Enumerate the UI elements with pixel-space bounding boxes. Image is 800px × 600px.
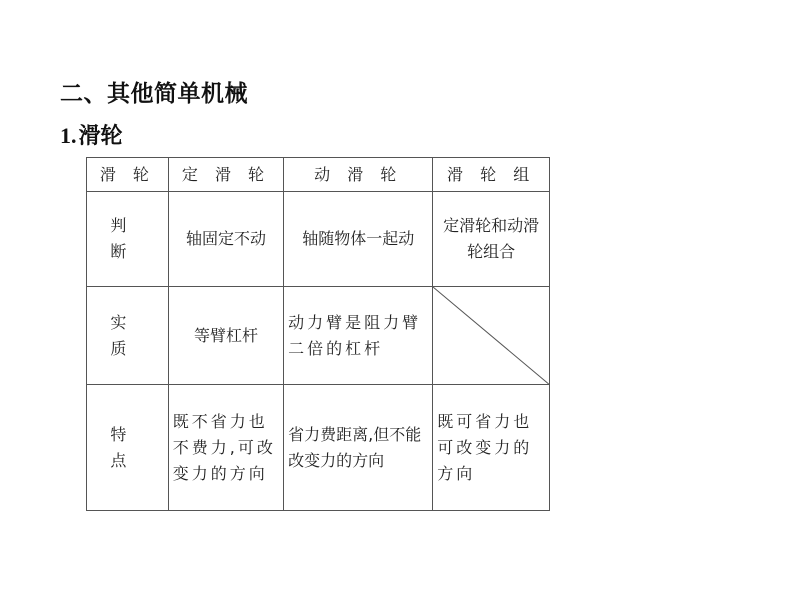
header-pulley: 滑 轮 — [87, 158, 169, 192]
subsection-number: 1. — [60, 123, 77, 148]
table-row — [87, 287, 550, 385]
row-label-judge: 判 断 — [87, 192, 169, 287]
table-row — [87, 192, 550, 287]
cell-block-essence-empty — [433, 287, 550, 385]
cell-movable-essence: 动力臂是阻力臂二倍的杠杆 — [284, 287, 433, 385]
cell-fixed-feature: 既不省力也不费力,可改变力的方向 — [168, 385, 283, 511]
cell-block-judge: 定滑轮和动滑轮组合 — [433, 192, 550, 287]
diagonal-slash — [433, 287, 549, 384]
subsection-title: 滑轮 — [78, 124, 123, 149]
table-header-row — [87, 158, 550, 192]
cell-block-feature: 既可省力也可改变力的方向 — [433, 385, 550, 511]
header-fixed-pulley: 定 滑 轮 — [168, 158, 283, 192]
cell-fixed-judge: 轴固定不动 — [168, 192, 283, 287]
section-heading: 二、其他简单机械 — [60, 81, 248, 107]
row-label-essence: 实 质 — [87, 287, 169, 385]
table-row — [87, 385, 550, 511]
row-label-feature: 特 点 — [87, 385, 169, 511]
header-movable-pulley: 动 滑 轮 — [284, 158, 433, 192]
cell-movable-judge: 轴随物体一起动 — [284, 192, 433, 287]
pulley-comparison-table — [86, 157, 550, 511]
subsection-heading — [60, 119, 123, 150]
cell-fixed-essence: 等臂杠杆 — [168, 287, 283, 385]
header-pulley-block: 滑 轮 组 — [433, 158, 550, 192]
cell-movable-feature: 省力费距离,但不能改变力的方向 — [284, 385, 433, 511]
